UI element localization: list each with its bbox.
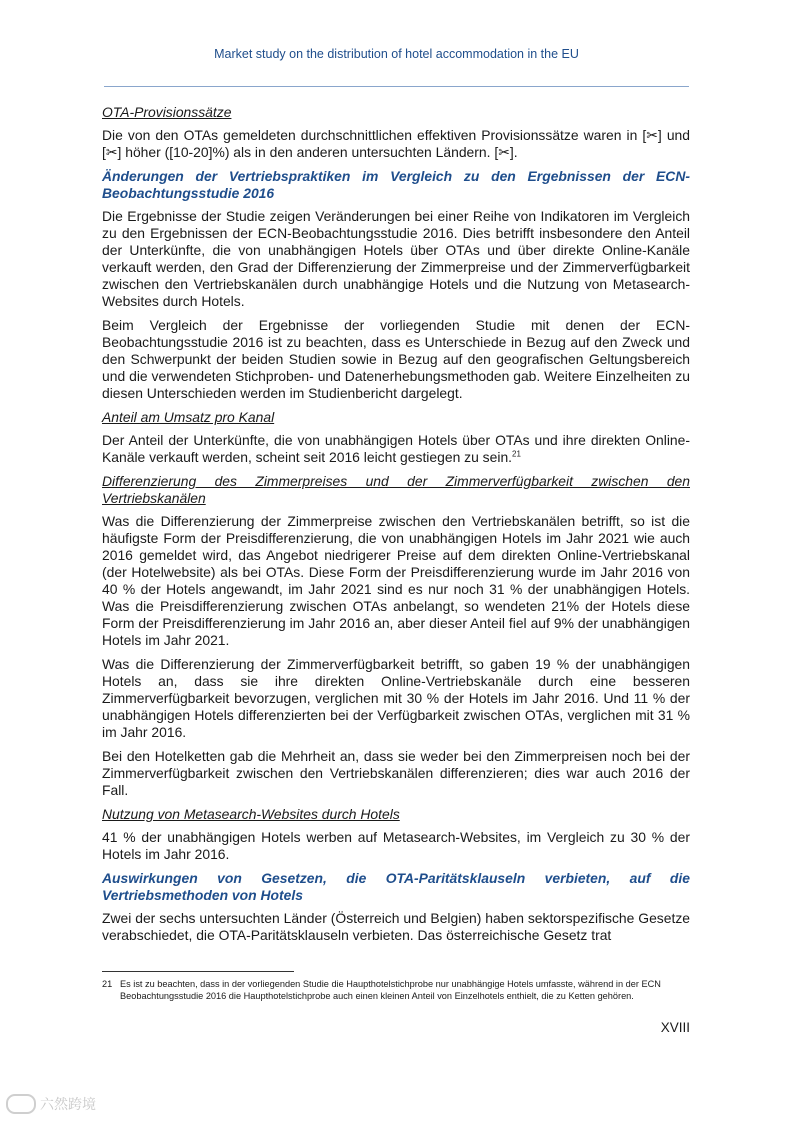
paragraph-differentiation-1: Was die Differenzierung der Zimmerpreise zwischen den Vertriebskanälen betrifft, so ist die häufigste Form der Preisdifferenzierung, die von unabhängigen Hotels im Jahr 2021 wie auch 2016 gemeldet wird, das Angebot niedrigerer Preise auf dem direkten Online-Vertriebskanal (der Hotelwebsite) als bei OTAs. Diese Form der Preisdifferenzierung wurde im Jahr 2016 von 40 % der Hotels angewandt, im Jahr 2021 sind es nur noch 31 % der unabhängigen Hotels. Was die Preisdifferenzierung zwischen OTAs anbelangt, so wendeten 21% der Hotels diese Form der Preisdifferenzierung im Jahr 2016 an, aber dieser Anteil fiel auf 9% der unabhängigen Hotels im Jahr 2021. [102,513,690,648]
page-body [102,104,690,951]
watermark [6,1094,96,1114]
running-header: Market study on the distribution of hotel accommodation in the EU [214,47,579,61]
heading-changes: Änderungen der Vertriebspraktiken im Vergleich zu den Ergebnissen der ECN-Beobachtungsstudie 2016 [102,168,690,201]
paragraph-metasearch: 41 % der unabhängigen Hotels werben auf Metasearch-Websites, im Vergleich zu 30 % der Hotels im Jahr 2016. [102,829,690,862]
watermark-logo-icon [6,1094,36,1114]
header-divider [104,86,689,87]
paragraph-share [102,432,690,466]
heading-share: Anteil am Umsatz pro Kanal [102,409,275,425]
paragraph-ota-fees: Die von den OTAs gemeldeten durchschnittlichen effektiven Provisionssätze waren in [✂] und [✂] höher ([10-20]%) als in den anderen untersuchten Ländern. [✂]. [102,127,690,160]
footnote [102,979,690,1002]
footnote-ref[interactable]: 21 [512,449,521,459]
footnote-divider [102,971,294,972]
heading-laws: Auswirkungen von Gesetzen, die OTA-Paritätsklauseln verbieten, auf die Vertriebsmethoden von Hotels [102,870,690,903]
page-number: XVIII [660,1020,690,1035]
paragraph-changes-1: Die Ergebnisse der Studie zeigen Veränderungen bei einer Reihe von Indikatoren im Vergleich zu den Ergebnissen der ECN-Beobachtungsstudie 2016. Dies betrifft insbesondere den Anteil der Unterkünfte, die von unabhängigen Hotels über OTAs und über direkte Online-Kanäle verkauft werden, den Grad der Differenzierung der Zimmerpreise und der Zimmerverfügbarkeit zwischen den Vertriebskanälen durch unabhängige Hotels und die Nutzung von Metasearch-Websites durch Hotels. [102,208,690,309]
paragraph-laws: Zwei der sechs untersuchten Länder (Österreich und Belgien) haben sektorspezifische Gesetze verabschiedet, die OTA-Paritätsklauseln verbieten. Das österreichische Gesetz trat [102,910,690,943]
paragraph-differentiation-2: Was die Differenzierung der Zimmerverfügbarkeit betrifft, so gaben 19 % der unabhängigen Hotels an, dass sie ihre direkten Online-Vertriebskanäle durch eine besseren Zimmerverfügbarkeit bevorzugen, verglichen mit 30 % der Hotels im Jahr 2016. Und 11 % der unabhängigen Hotels differenzierten bei der Verfügbarkeit zwischen OTAs, verglichen mit 31 % im Jahr 2016. [102,656,690,740]
footnote-number: 21 [102,979,113,989]
paragraph-changes-2: Beim Vergleich der Ergebnisse der vorliegenden Studie mit denen der ECN-Beobachtungsstudie 2016 ist zu beachten, dass es Unterschiede in Bezug auf den Zweck und den Schwerpunkt der beiden Studien sowie in Bezug auf den geografischen Geltungsbereich und die verwendeten Stichproben- und Datenerhebungsmethoden gab. Weitere Einzelheiten zu diesen Unterschieden werden im Studienbericht dargelegt. [102,317,690,401]
heading-differentiation: Differenzierung des Zimmerpreises und der Zimmerverfügbarkeit zwischen den Vertriebskanälen [102,473,690,506]
paragraph-differentiation-3: Bei den Hotelketten gab die Mehrheit an, dass sie weder bei den Zimmerpreisen noch bei der Zimmerverfügbarkeit zwischen den Vertriebskanälen differenzieren; dies war auch 2016 der Fall. [102,748,690,798]
heading-metasearch: Nutzung von Metasearch-Websites durch Hotels [102,806,400,822]
footnote-text: Es ist zu beachten, dass in der vorliegenden Studie die Haupthotelstichprobe nur unabhängige Hotels umfasste, während in der ECN Beobachtungsstudie 2016 die Haupthotelstichprobe auch einen kleinen Anteil von Einzelhotels enthielt, die zu Ketten gehören. [120,979,661,1001]
watermark-text: 六然跨境 [40,1096,96,1112]
heading-ota-fees: OTA-Provisionssätze [102,104,232,120]
paragraph-share-text: Der Anteil der Unterkünfte, die von unabhängigen Hotels über OTAs und ihre direkten Online-Kanäle verkauft werden, scheint seit 2016 leicht gestiegen zu sein. [102,432,690,465]
